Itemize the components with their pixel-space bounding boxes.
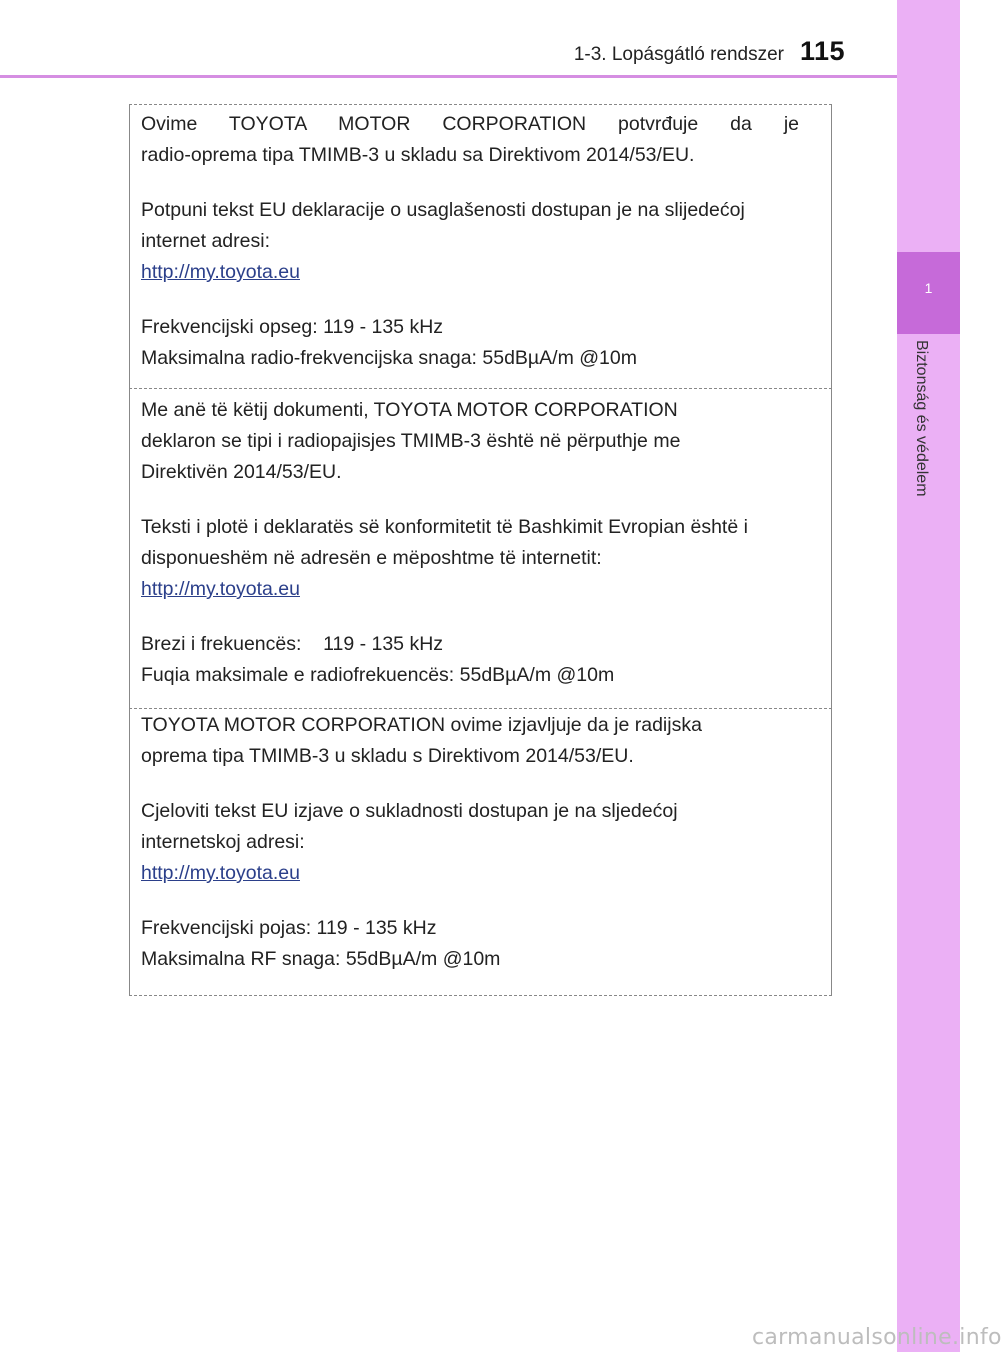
declaration-croatian [141, 710, 799, 975]
declaration-text: Maksimalna radio-frekvencijska snaga: 55dBµA/m @10m [141, 347, 637, 369]
side-strip [897, 0, 960, 1352]
declaration-text: deklaron se tipi i radiopajisjes TMIMB-3 është në përputhje me [141, 430, 681, 452]
dashed-divider [129, 388, 832, 389]
page-number: 115 [800, 36, 846, 66]
declaration-text: Direktivën 2014/53/EU. [141, 461, 342, 483]
declaration-link[interactable]: http://my.toyota.eu [141, 578, 300, 600]
declaration-text: Potpuni tekst EU deklaracije o usaglašenosti dostupan je na slijedećoj [141, 199, 745, 221]
chapter-label: Biztonság és védelem [913, 340, 930, 497]
declaration-text: TOYOTA MOTOR CORPORATION ovime izjavljuje da je radijska [141, 714, 702, 736]
dashed-divider-bottom [129, 995, 832, 996]
declaration-link[interactable]: http://my.toyota.eu [141, 862, 300, 884]
declaration-text: Me anë të këtij dokumenti, TOYOTA MOTOR CORPORATION [141, 399, 678, 421]
declaration-text: Frekvencijski pojas: 119 - 135 kHz [141, 917, 437, 939]
dashed-divider-top [129, 104, 832, 105]
declaration-text: Frekvencijski opseg: 119 - 135 kHz [141, 316, 444, 338]
declaration-link[interactable]: http://my.toyota.eu [141, 261, 300, 283]
dashed-divider [129, 708, 832, 709]
declaration-text: Fuqia maksimale e radiofrekuencës: 55dBµA/m @10m [141, 664, 615, 686]
declaration-text: internetskoj adresi: [141, 831, 305, 853]
declaration-text: internet adresi: [141, 230, 270, 252]
header-divider [0, 75, 897, 78]
declaration-text: Brezi i frekuencës: 119 - 135 kHz [141, 633, 444, 655]
declaration-text: Teksti i plotë i deklaratës së konformitetit të Bashkimit Evropian është i [141, 516, 748, 538]
declaration-bosnian [141, 109, 799, 374]
declaration-text: disponueshëm në adresën e mëposhtme të internetit: [141, 547, 602, 569]
watermark: carmanualsonline.info [752, 1325, 1002, 1350]
chapter-number: 1 [924, 280, 933, 296]
declaration-text: radio-oprema tipa TMIMB-3 u skladu sa Direktivom 2014/53/EU. [141, 144, 695, 166]
declaration-albanian [141, 395, 799, 691]
declaration-text: Cjeloviti tekst EU izjave o sukladnosti dostupan je na sljedećoj [141, 800, 678, 822]
declaration-text: Ovime TOYOTA MOTOR CORPORATION potvrđuje da je [141, 113, 799, 135]
declaration-text: oprema tipa TMIMB-3 u skladu s Direktivom 2014/53/EU. [141, 745, 634, 767]
section-title: 1-3. Lopásgátló rendszer [573, 44, 784, 65]
declaration-text: Maksimalna RF snaga: 55dBµA/m @10m [141, 948, 501, 970]
